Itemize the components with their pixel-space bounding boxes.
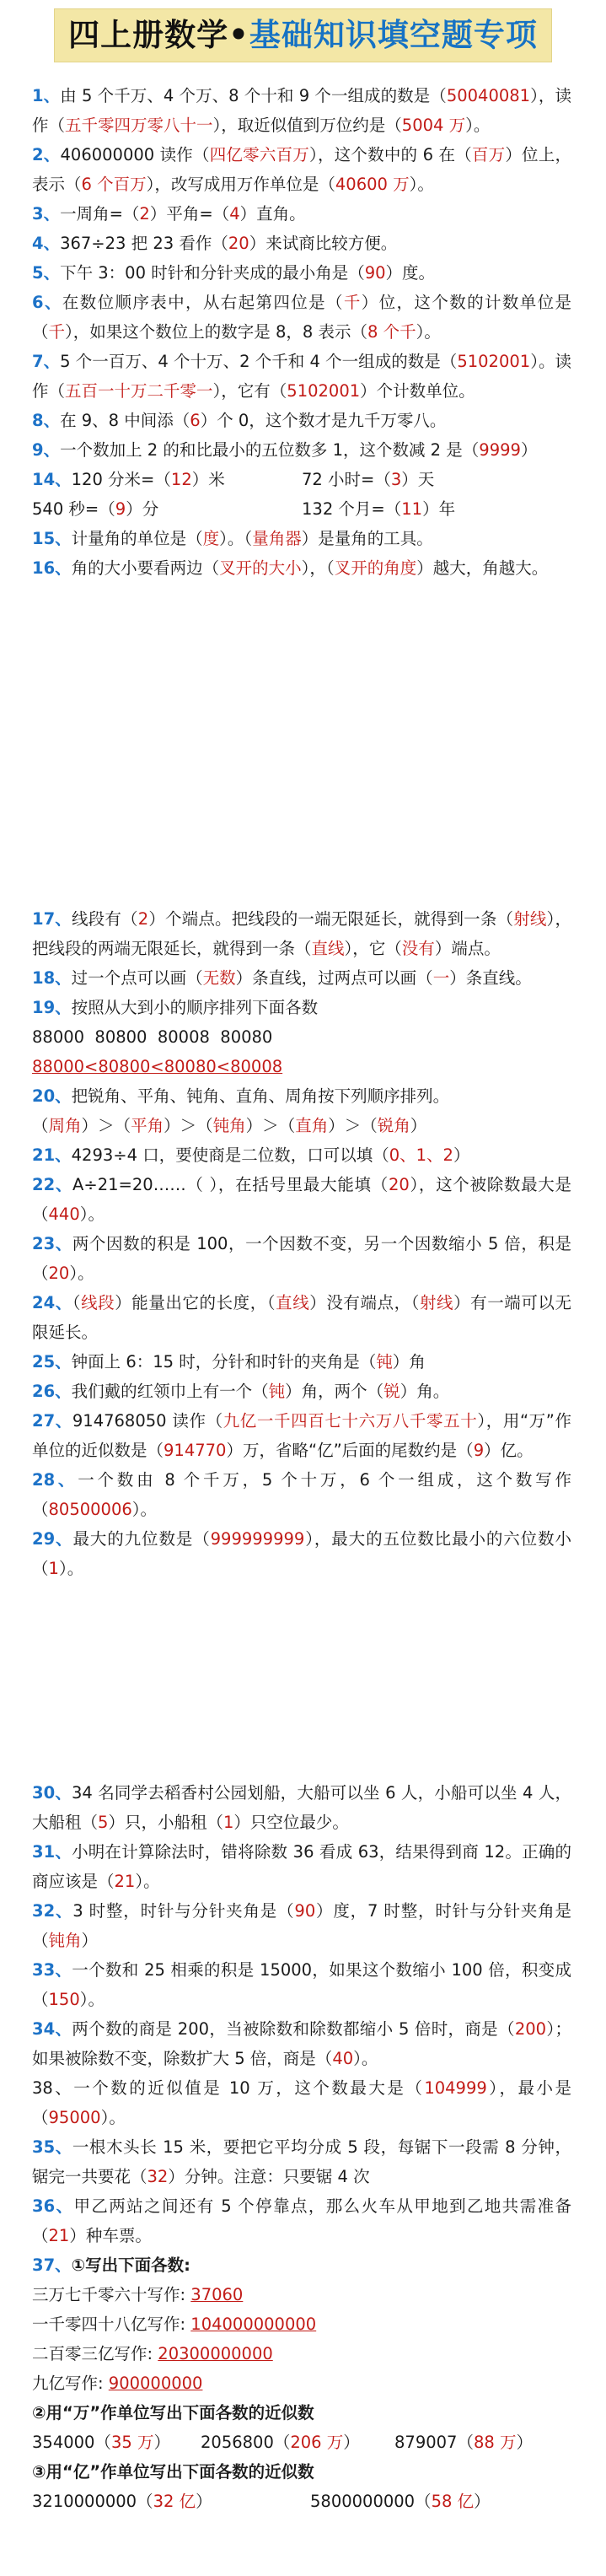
question-17 (32, 904, 571, 963)
q35-a1: 32 (147, 2167, 169, 2186)
question-20-answer: （周角）＞（平角）＞（钝角）＞（直角）＞（锐角） (32, 1116, 427, 1135)
q37-m3: 88 万 (473, 2433, 517, 2452)
q7-t2: ）。读作（ (32, 352, 571, 401)
q2-t1: 406000000 读作（ (60, 145, 210, 164)
q17-num: 17、 (32, 909, 72, 929)
q14-c3t1: 540 秒=（ (32, 499, 115, 519)
q33-a1: 150 (48, 1990, 80, 2009)
q16-t1: 角的大小要看两边（ (71, 558, 220, 578)
question-19 (32, 993, 571, 1022)
q17-a4: 没有 (401, 939, 435, 958)
q32-num: 32、 (32, 1901, 73, 1921)
q17-t1: 线段有（ (72, 909, 138, 929)
question-2 (32, 140, 571, 199)
q28-a1: 80500006 (48, 1500, 132, 1519)
q19-ans: 88000<80800<80080<80008 (32, 1057, 283, 1076)
q34-t1: 两个数的商是 200，当被除数和除数都缩小 5 倍时，商是（ (72, 2019, 515, 2039)
q17-t2: ）个端点。把线段的一端无限延长，就得到一条（ (148, 909, 514, 929)
q14-c1t1: 120 分米=（ (71, 470, 171, 489)
question-33 (32, 1955, 571, 2014)
q9-a1: 9999 (479, 440, 521, 460)
question-6 (32, 288, 571, 347)
question-block-3 (32, 1778, 571, 2516)
q6-a2: 千 (48, 322, 66, 342)
q16-num: 16、 (32, 558, 72, 578)
q24-t2: ）能量出它的长度，（ (115, 1293, 276, 1312)
q6-a1: 千 (343, 293, 362, 312)
q15-t3: ）是量角的工具。 (301, 529, 433, 548)
question-7 (32, 347, 571, 406)
q32-a2: 钝角 (48, 1931, 82, 1950)
q24-a1: 线段 (81, 1293, 115, 1312)
q27-a3: 9 (473, 1441, 485, 1460)
q22-t1: A÷21=20……（ ），在括号里最大能填（ (72, 1175, 389, 1194)
question-31 (32, 1837, 571, 1896)
q30-num: 30、 (32, 1783, 72, 1803)
question-37 (32, 2250, 571, 2280)
q37-r2: 58 亿 (431, 2492, 475, 2511)
q20-a2: 平角 (131, 1116, 164, 1135)
q24-t3: ）没有端点，（ (309, 1293, 420, 1312)
question-20 (32, 1081, 571, 1111)
q6-a3: 8 个千 (367, 322, 416, 342)
q24-t1: （ (72, 1293, 82, 1312)
question-37-item-1 (32, 2280, 571, 2309)
q28-t2: ）。 (131, 1500, 158, 1519)
q25-t2: ）角 (392, 1352, 426, 1372)
question-28 (32, 1465, 571, 1524)
q18-t3: ）条直线。 (449, 968, 532, 988)
q1-t2: ），读作（ (32, 86, 571, 135)
q2-t5: ）。 (409, 175, 434, 194)
q16-t2: ），（ (301, 558, 335, 578)
q4-a1: 20 (228, 234, 249, 253)
question-19-answer (32, 1052, 571, 1081)
q31-a1: 21 (114, 1872, 136, 1891)
q17-t3: ），把线段的两端无限延长，就得到一条（ (32, 909, 571, 958)
q37-r1: 32 亿 (153, 2492, 196, 2511)
q14-c4t1: 132 个月=（ (302, 499, 402, 519)
q34-a2: 40 (332, 2049, 354, 2068)
q28-num: 28、 (32, 1470, 78, 1490)
q15-a2: 量角器 (252, 529, 302, 548)
q26-a1: 钝 (268, 1382, 286, 1401)
q7-t1: 5 个一百万、4 个十万、2 个千和 4 个一组成的数是（ (60, 352, 458, 371)
q2-a4: 40600 万 (335, 175, 410, 194)
q20-gt: ＞ (98, 1116, 115, 1135)
q7-a2: 五百一十万二千零一 (65, 381, 213, 401)
question-37-yi-row (32, 2487, 571, 2516)
q7-t3: ），它有（ (212, 381, 287, 401)
q5-a1: 90 (364, 263, 386, 283)
q37-v2: 104000000000 (190, 2315, 317, 2334)
q32-t3: ） (81, 1931, 99, 1950)
q2-t3: ）位上，表示（ (32, 145, 571, 194)
q37-close: ） (474, 2492, 491, 2511)
q38-a1: 104999 (424, 2078, 487, 2098)
q2-a1: 四亿零六百万 (209, 145, 309, 164)
q23-num: 23、 (32, 1234, 72, 1253)
question-19-numbers: 88000 80800 80008 80080 (32, 1027, 273, 1047)
q17-a3: 直线 (311, 939, 345, 958)
question-block-1 (32, 81, 571, 583)
q16-t3: ）越大，角越大。 (416, 558, 549, 578)
q29-a1: 999999999 (210, 1529, 305, 1549)
q28-t1: 一个数由 8 个千万，5 个十万，6 个一组成，这个数写作（ (32, 1470, 571, 1519)
q32-t1: 3 时整，时针与分针夹角是（ (72, 1901, 295, 1921)
q20-gt: ＞ (262, 1116, 279, 1135)
q37-h1: ①写出下面各数: (71, 2255, 190, 2275)
q20-t1: 把锐角、平角、钝角、直角、周角按下列顺序排列。 (71, 1086, 450, 1106)
q21-a1: 0、1、2 (389, 1145, 453, 1165)
q27-num: 27、 (32, 1411, 72, 1431)
q38-t3: ）。 (100, 2108, 126, 2127)
question-27 (32, 1406, 571, 1465)
q2-t4: ），改写成用万作单位是（ (146, 175, 335, 194)
question-4 (32, 229, 571, 258)
question-30 (32, 1778, 571, 1837)
question-25 (32, 1347, 571, 1377)
q36-t1: 甲乙两站之间还有 5 个停靠点，那么火车从甲地到乙地共需准备（ (32, 2196, 572, 2245)
q37-v4: 900000000 (108, 2374, 203, 2393)
q7-a1: 5102001 (457, 352, 531, 371)
question-38 (32, 2073, 571, 2132)
q37-w2: 一千零四十八亿写作: (32, 2315, 191, 2334)
q7-a3: 5102001 (287, 381, 361, 401)
q23-a1: 20 (48, 1264, 70, 1283)
q19-t1: 按照从大到小的顺序排列下面各数 (71, 998, 319, 1017)
q9-t2: ） (520, 440, 538, 460)
q37-w3: 二百零三亿写作: (32, 2344, 158, 2363)
question-29 (32, 1524, 571, 1583)
q5-num: 5、 (32, 263, 61, 283)
q7-num: 7、 (32, 352, 61, 371)
q23-t1: 两个因数的积是 100，一个因数不变，另一个因数缩小 5 倍，积是（ (32, 1234, 571, 1283)
q29-num: 29、 (32, 1529, 73, 1549)
question-9 (32, 435, 571, 465)
q9-num: 9、 (32, 440, 61, 460)
q22-num: 22、 (32, 1175, 73, 1194)
q37-n3: 879007（ (394, 2433, 474, 2452)
q36-a1: 21 (48, 2226, 70, 2245)
q37-w4: 九亿写作: (32, 2374, 109, 2393)
q18-a2: 一 (432, 968, 450, 988)
q6-num: 6、 (32, 293, 62, 312)
q3-a2: 4 (229, 204, 240, 224)
q38-num: 38、 (32, 2078, 74, 2098)
q14-num: 14、 (32, 470, 72, 489)
question-37-wan-row (32, 2428, 571, 2457)
question-36 (32, 2191, 571, 2250)
q36-t2: ）种车票。 (69, 2226, 152, 2245)
q3-t2: ）平角=（ (149, 204, 230, 224)
q15-t1: 计量角的单位是（ (71, 529, 203, 548)
q1-t4: ）。 (465, 116, 491, 135)
q29-t3: ）。 (58, 1559, 84, 1578)
q20-num: 20、 (32, 1086, 72, 1106)
q7-t4: ）个计数单位。 (360, 381, 475, 401)
q31-t2: ）。 (135, 1872, 160, 1891)
q14-c2t1: 72 小时=（ (302, 470, 391, 489)
q4-num: 4、 (32, 234, 61, 253)
q30-a1: 5 (98, 1813, 109, 1832)
q15-t2: ）。（ (219, 529, 253, 548)
q26-num: 26、 (32, 1382, 72, 1401)
q37-v3: 20300000000 (158, 2344, 273, 2363)
q6-t1: 在数位顺序表中，从右起第四位是（ (62, 293, 344, 312)
q21-t2: ） (453, 1145, 470, 1165)
q27-t2: ），用“万”作单位的近似数是（ (32, 1411, 572, 1460)
q2-a2: 百万 (471, 145, 506, 164)
q18-a1: 无数 (202, 968, 236, 988)
q37-num: 37、 (32, 2255, 72, 2275)
q14-c4t2: ）年 (422, 499, 456, 519)
page-title (54, 8, 552, 62)
q14-c2t2: ）天 (401, 470, 435, 489)
q26-t2: ）角，两个（ (285, 1382, 384, 1401)
q22-t3: ）。 (79, 1204, 105, 1224)
q17-a1: 2 (137, 909, 149, 929)
question-34 (32, 2014, 571, 2073)
q4-t2: ）来试商比较方便。 (249, 234, 398, 253)
q37-close: ） (343, 2433, 360, 2452)
q21-t1: 4293÷4 口，要使商是二位数，口可以填（ (71, 1145, 389, 1165)
q27-t1: 914768050 读作（ (72, 1411, 223, 1431)
q25-t1: 钟面上 6：15 时，分针和时针的夹角是（ (71, 1352, 377, 1372)
q27-t4: ）亿。 (484, 1441, 534, 1460)
q9-t1: 一个数加上 2 的和比最小的五位数多 1，这个数减 2 是（ (60, 440, 480, 460)
q1-a3: 5004 万 (401, 116, 466, 135)
q4-t1: 367÷23 把 23 看作（ (60, 234, 228, 253)
q38-t2: ），最小是（ (32, 2078, 571, 2127)
q3-t3: ）直角。 (239, 204, 306, 224)
q33-t1: 一个数和 25 相乘的积是 15000，如果这个数缩小 100 倍，积变成（ (32, 1960, 571, 2009)
q15-num: 15、 (32, 529, 72, 548)
q20-a5: 锐角 (377, 1116, 410, 1135)
q8-a1: 6 (190, 411, 201, 430)
q36-num: 36、 (32, 2196, 74, 2216)
q33-t2: ）。 (79, 1990, 105, 2009)
q18-t1: 过一个点可以画（ (71, 968, 203, 988)
question-22 (32, 1170, 571, 1229)
q38-a2: 95000 (48, 2108, 101, 2127)
question-24 (32, 1288, 571, 1347)
q24-t4: ）有一端可以无限延长。 (32, 1293, 571, 1342)
q32-a1: 90 (294, 1901, 316, 1921)
q6-t2: ）位，这个数的计数单位是（ (32, 293, 571, 342)
q37-p2: 5800000000（ (310, 2492, 432, 2511)
q1-t1: 由 5 个千万、4 个万、8 个十和 9 个一组成的数是（ (60, 86, 447, 105)
question-37-item-2 (32, 2309, 571, 2339)
q31-t1: 小明在计算除法时，错将除数 36 看成 63，结果得到商 12。正确的商应该是（ (32, 1842, 572, 1891)
q5-t2: ）度。 (385, 263, 436, 283)
q20-gt: ＞ (180, 1116, 197, 1135)
q35-t2: ）分钟。注意：只要锯 4 次 (168, 2167, 370, 2186)
q18-t2: ）条直线，过两点可以画（ (235, 968, 433, 988)
q14-c3t2: ）分 (126, 499, 159, 519)
question-37-heading-2: ②用“万”作单位写出下面各数的近似数 (32, 2403, 314, 2422)
q20-a3: 钝角 (212, 1116, 246, 1135)
q2-t2: ），这个数中的 6 在（ (309, 145, 472, 164)
q14-c4a: 11 (401, 499, 423, 519)
q17-t5: ）端点。 (434, 939, 501, 958)
question-23 (32, 1229, 571, 1288)
question-1 (32, 81, 571, 140)
q6-t4: ）。 (416, 322, 441, 342)
q32-t2: ）度，7 时整，时针与分针夹角是（ (32, 1901, 571, 1950)
q14-c1a: 12 (170, 470, 192, 489)
q37-m2: 206 万 (290, 2433, 344, 2452)
q31-num: 31、 (32, 1842, 72, 1862)
q22-a2: 440 (48, 1204, 80, 1224)
question-37-heading-3: ③用“亿”作单位写出下面各数的近似数 (32, 2462, 314, 2482)
q20-a4: 直角 (295, 1116, 329, 1135)
q37-close: ） (516, 2433, 533, 2452)
q37-p1: 3210000000（ (32, 2492, 153, 2511)
q29-t1: 最大的九位数是（ (72, 1529, 211, 1549)
q16-a2: 叉开的角度 (334, 558, 417, 578)
q27-t3: ）万，省略“亿”后面的尾数约是（ (226, 1441, 474, 1460)
question-37-item-3 (32, 2339, 571, 2369)
q17-t4: ），它（ (344, 939, 402, 958)
q21-num: 21、 (32, 1145, 72, 1165)
q3-a1: 2 (139, 204, 150, 224)
q20-gt: ＞ (344, 1116, 362, 1135)
q30-a2: 1 (223, 1813, 234, 1832)
question-18 (32, 963, 571, 993)
q38-t1: 一个数的近似值是 10 万，这个数最大是（ (73, 2078, 425, 2098)
q20-a1: 周角 (48, 1116, 82, 1135)
question-block-2 (32, 904, 571, 1583)
question-14 (32, 465, 571, 494)
question-26 (32, 1377, 571, 1406)
q3-num: 3、 (32, 204, 61, 224)
question-5 (32, 258, 571, 288)
q22-t2: ），这个被除数最大是（ (32, 1175, 572, 1224)
q37-w1: 三万七千零六十写作: (32, 2285, 191, 2304)
q25-a1: 钝 (376, 1352, 393, 1372)
q17-a2: 射线 (513, 909, 547, 929)
question-8 (32, 406, 571, 435)
q26-t3: ）角。 (400, 1382, 450, 1401)
q6-t3: ），如果这个数位上的数字是 8，8 表示（ (65, 322, 367, 342)
q18-num: 18、 (32, 968, 72, 988)
question-37-item-4 (32, 2369, 571, 2398)
q24-a3: 射线 (419, 1293, 454, 1312)
title-part2: 基础知识填空题专项 (249, 17, 538, 53)
q26-t1: 我们戴的红领巾上有一个（ (71, 1382, 269, 1401)
question-14-row2 (32, 494, 571, 524)
q22-a1: 20 (388, 1175, 410, 1194)
q35-t1: 一根木头长 15 米，要把它平均分成 5 段，每锯下一段需 8 分钟，锯完一共要花（ (32, 2137, 571, 2186)
q30-t3: ）只空位最少。 (233, 1813, 349, 1832)
q24-a2: 直线 (276, 1293, 310, 1312)
question-16 (32, 553, 571, 583)
q8-t1: 在 9、8 中间添（ (60, 411, 190, 430)
q37-n1: 354000（ (32, 2433, 111, 2452)
q8-t2: ）个 0，这个数才是九千万零八。 (200, 411, 447, 430)
q37-v1: 37060 (190, 2285, 244, 2304)
q1-t3: ），取近似值到万位约是（ (212, 116, 402, 135)
q37-close: ） (153, 2433, 170, 2452)
q30-t1: 34 名同学去稻香村公园划船，大船可以坐 6 人，小船可以坐 4 人，大船租（ (32, 1783, 571, 1832)
q37-m1: 35 万 (110, 2433, 154, 2452)
q3-t1: 一周角=（ (60, 204, 140, 224)
q19-num: 19、 (32, 998, 72, 1017)
q33-num: 33、 (32, 1960, 72, 1980)
q34-num: 34、 (32, 2019, 72, 2039)
q30-t2: ）只，小船租（ (108, 1813, 223, 1832)
q37-close: ） (196, 2492, 212, 2511)
q29-a2: 1 (48, 1559, 59, 1578)
q34-t2: ）；如果被除数不变，除数扩大 5 倍，商是（ (32, 2019, 571, 2068)
q16-a1: 叉开的大小 (219, 558, 302, 578)
q14-c2a: 3 (390, 470, 402, 489)
q5-t1: 下午 3：00 时针和分针夹成的最小角是（ (60, 263, 365, 283)
q26-a2: 锐 (383, 1382, 400, 1401)
q14-c1t2: ）米 (191, 470, 225, 489)
q8-num: 8、 (32, 411, 61, 430)
question-21 (32, 1140, 571, 1170)
question-32 (32, 1896, 571, 1955)
q29-t2: ），最大的五位数比最小的六位数小（ (32, 1529, 571, 1578)
q37-n2: 2056800（ (201, 2433, 291, 2452)
q2-num: 2、 (32, 145, 61, 164)
q34-t3: ）。 (353, 2049, 378, 2068)
q1-num: 1、 (32, 86, 61, 105)
q23-t2: ）。 (69, 1264, 94, 1283)
question-3 (32, 199, 571, 229)
title-part1: 四上册数学• (68, 17, 249, 53)
q34-a1: 200 (514, 2019, 547, 2039)
q1-a2: 五千零四万零八十一 (65, 116, 213, 135)
q27-a1: 九亿一千四百七十六万八千零五十 (223, 1411, 478, 1431)
question-35 (32, 2132, 571, 2191)
q2-a3: 6 个百万 (81, 175, 147, 194)
q35-num: 35、 (32, 2137, 72, 2157)
q15-a1: 度 (202, 529, 220, 548)
q24-num: 24、 (32, 1293, 72, 1312)
q1-a1: 50040081 (446, 86, 531, 105)
q27-a2: 914770 (164, 1441, 227, 1460)
q25-num: 25、 (32, 1352, 72, 1372)
question-15 (32, 524, 571, 553)
q14-c3a: 9 (115, 499, 126, 519)
